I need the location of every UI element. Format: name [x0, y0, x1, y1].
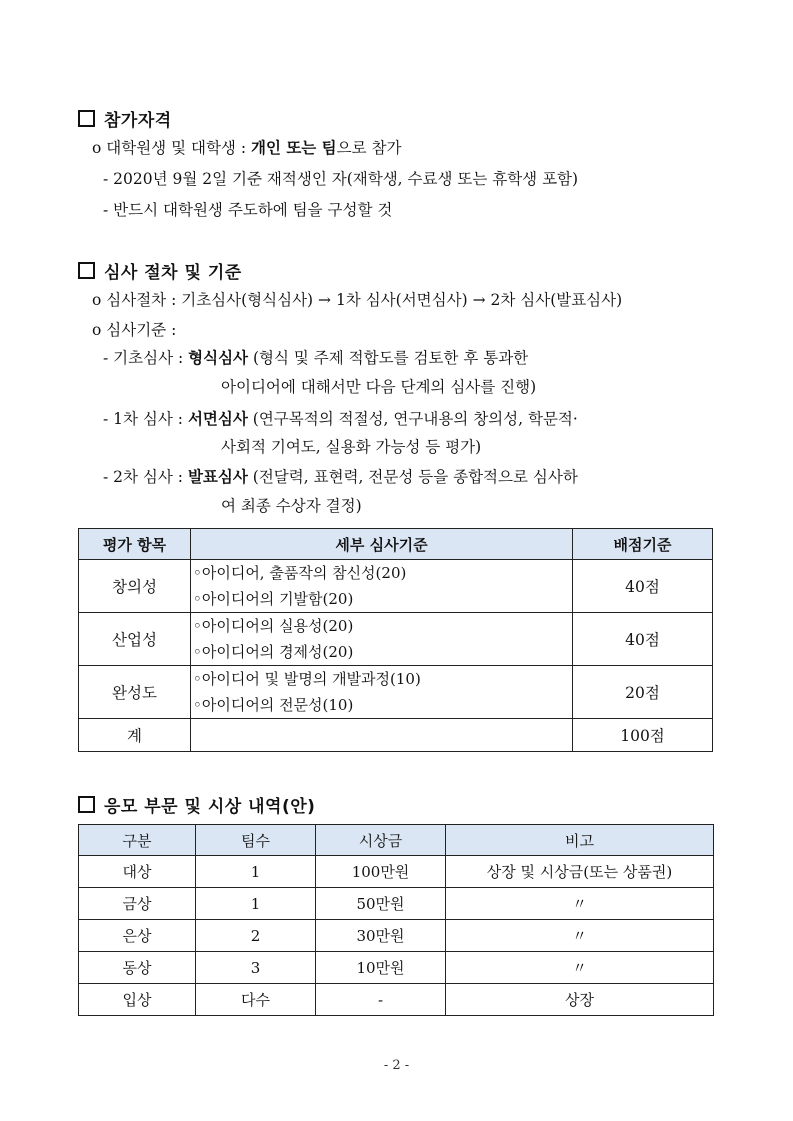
section-title-text: 참가자격 — [104, 111, 172, 131]
eval-item: 산업성 — [79, 613, 191, 666]
prize-cell: 〃 — [446, 952, 714, 984]
stage-3-line-2: 여 최종 수상자 결정) — [221, 497, 362, 515]
prize-cell: 30만원 — [316, 920, 446, 952]
section-title-text: 응모 부문 및 시상 내역(안) — [104, 797, 316, 817]
stage-bold: 발표심사 — [187, 468, 248, 486]
prize-table — [78, 824, 714, 1016]
table-header-row — [79, 529, 713, 560]
table-row — [79, 888, 714, 920]
stage-2-line-2: 사회적 기여도, 실용화 가능성 등 평가) — [221, 438, 482, 456]
prize-cell: 50만원 — [316, 888, 446, 920]
header-cell: 구분 — [79, 825, 196, 856]
stage-label: - 1차 심사 : — [103, 410, 188, 428]
stage-bold: 서면심사 — [187, 410, 248, 428]
review-procedure: o 심사절차 : 기초심사(형식심사) → 1차 심사(서면심사) → 2차 심사(발표심사) — [92, 291, 623, 309]
eligibility-line-2: - 2020년 9월 2일 기준 재적생인 자(재학생, 수료생 또는 휴학생 포함) — [103, 170, 579, 188]
prize-cell: 은상 — [79, 920, 196, 952]
section-title-eligibility — [78, 106, 172, 131]
total-score: 100점 — [573, 719, 713, 752]
stage-text: (전달력, 표현력, 전문성 등을 종합적으로 심사하 — [247, 468, 578, 486]
prize-cell: 상장 — [446, 984, 714, 1016]
prize-cell: 100만원 — [316, 856, 446, 888]
stage-label: - 2차 심사 : — [103, 468, 188, 486]
stage-1-line-2: 아이디어에 대해서만 다음 단계의 심사를 진행) — [221, 378, 537, 396]
prize-cell: 〃 — [446, 888, 714, 920]
prize-cell: 상장 및 시상금(또는 상품권) — [446, 856, 714, 888]
evaluation-table — [78, 528, 713, 752]
eval-detail-line: ◦아이디어의 경제성(20) — [193, 643, 354, 661]
table-row — [79, 920, 714, 952]
table-row — [79, 952, 714, 984]
prize-cell: - — [316, 984, 446, 1016]
prize-cell: 금상 — [79, 888, 196, 920]
prize-cell: 2 — [196, 920, 316, 952]
table-row — [79, 613, 713, 666]
table-row — [79, 560, 713, 613]
table-row — [79, 984, 714, 1016]
eval-score: 40점 — [573, 560, 713, 613]
eval-score: 20점 — [573, 666, 713, 719]
prize-cell: 다수 — [196, 984, 316, 1016]
eligibility-line-1 — [92, 136, 401, 158]
eligibility-line-3: - 반드시 대학원생 주도하에 팀을 구성할 것 — [103, 201, 393, 219]
checkbox-square-icon — [78, 796, 95, 813]
section-title-text: 심사 절차 및 기준 — [104, 263, 242, 283]
prize-cell: 10만원 — [316, 952, 446, 984]
prize-cell: 대상 — [79, 856, 196, 888]
prize-cell: 동상 — [79, 952, 196, 984]
table-header-row — [79, 825, 714, 856]
eval-item: 창의성 — [79, 560, 191, 613]
eval-score: 40점 — [573, 613, 713, 666]
prize-cell: 입상 — [79, 984, 196, 1016]
page-number: - 2 - — [383, 1058, 410, 1073]
header-cell: 시상금 — [316, 825, 446, 856]
stage-text: (형식 및 주제 적합도를 검토한 후 통과한 — [248, 349, 529, 367]
table-row — [79, 856, 714, 888]
stage-label: - 기초심사 : — [103, 349, 189, 367]
stage-2-line-1 — [103, 407, 578, 429]
eligibility-suffix: 으로 참가 — [336, 139, 402, 157]
eligibility-bold: 개인 또는 팀 — [250, 139, 337, 157]
header-cell: 평가 항목 — [79, 529, 191, 560]
checkbox-square-icon — [78, 262, 95, 279]
header-cell: 팀수 — [196, 825, 316, 856]
eval-detail-line: ◦아이디어 및 발명의 개발과정(10) — [193, 670, 421, 688]
eval-detail — [191, 560, 573, 613]
review-criteria-label: o 심사기준 : — [92, 321, 177, 339]
eval-detail-line: ◦아이디어의 기발함(20) — [193, 590, 354, 608]
table-total-row — [79, 719, 713, 752]
eval-detail — [191, 666, 573, 719]
prize-cell: 1 — [196, 856, 316, 888]
section-title-review — [78, 258, 242, 283]
header-cell: 비고 — [446, 825, 714, 856]
eval-detail-line: ◦아이디어의 실용성(20) — [193, 617, 354, 635]
table-row — [79, 666, 713, 719]
prize-cell: 〃 — [446, 920, 714, 952]
stage-3-line-1 — [103, 465, 578, 487]
eval-detail — [191, 613, 573, 666]
eval-item: 완성도 — [79, 666, 191, 719]
total-label: 계 — [79, 719, 191, 752]
section-title-awards — [78, 792, 315, 817]
eval-detail-line: ◦아이디어, 출품작의 참신성(20) — [193, 564, 407, 582]
header-cell: 세부 심사기준 — [191, 529, 573, 560]
stage-bold: 형식심사 — [188, 349, 249, 367]
prize-cell: 3 — [196, 952, 316, 984]
eligibility-prefix: o 대학원생 및 대학생 : — [92, 139, 251, 157]
prize-cell: 1 — [196, 888, 316, 920]
total-empty — [191, 719, 573, 752]
stage-text: (연구목적의 적절성, 연구내용의 창의성, 학문적· — [247, 410, 578, 428]
stage-1-line-1 — [103, 346, 528, 368]
eval-detail-line: ◦아이디어의 전문성(10) — [193, 696, 354, 714]
checkbox-square-icon — [78, 110, 95, 127]
header-cell: 배점기준 — [573, 529, 713, 560]
